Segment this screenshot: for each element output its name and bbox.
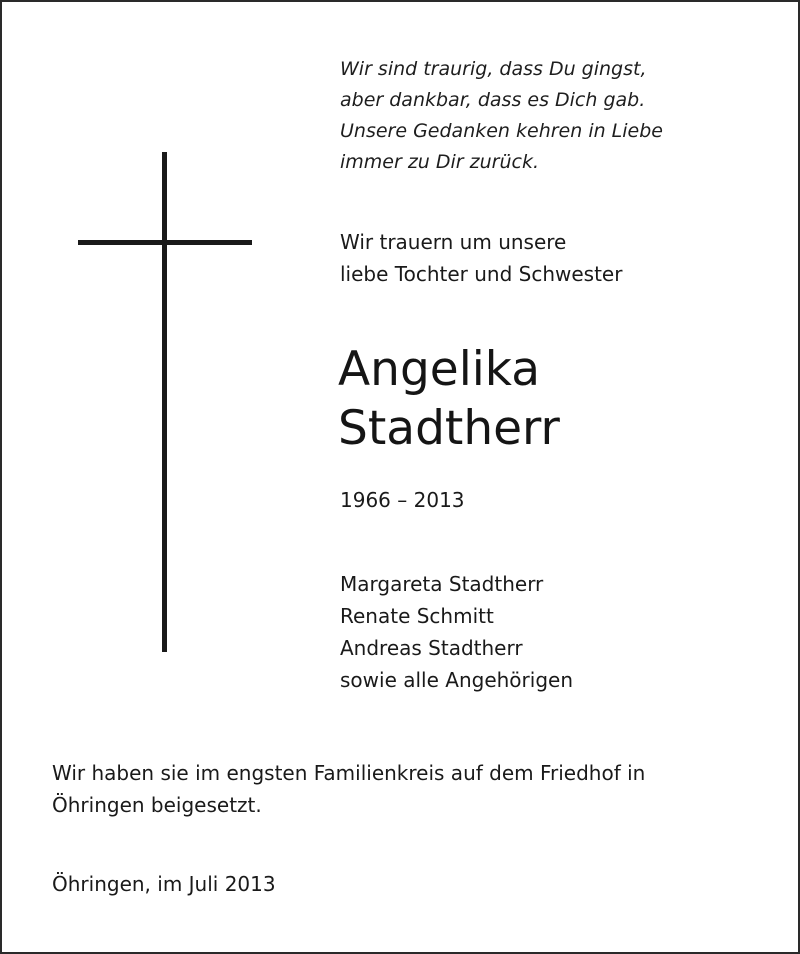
deceased-name (338, 340, 788, 458)
mourner-name: sowie alle Angehörigen (340, 668, 573, 692)
mourners-list (340, 568, 780, 696)
intro-line: liebe Tochter und Schwester (340, 262, 623, 286)
verse-line: Wir sind traurig, dass Du gingst, (340, 58, 647, 80)
mourner-name: Andreas Stadtherr (340, 636, 523, 660)
life-dates: 1966 – 2013 (340, 488, 465, 512)
deceased-last-name: Stadtherr (338, 401, 560, 456)
mourner-name: Margareta Stadtherr (340, 572, 544, 596)
burial-line: Öhringen beigesetzt. (52, 793, 262, 817)
deceased-first-name: Angelika (338, 342, 540, 397)
place-and-date: Öhringen, im Juli 2013 (52, 872, 276, 896)
mourner-name: Renate Schmitt (340, 604, 494, 628)
verse-line: aber dankbar, dass es Dich gab. (340, 89, 646, 111)
verse-line: immer zu Dir zurück. (340, 151, 540, 173)
mourning-intro (340, 226, 780, 290)
cross-icon-crossbar (78, 240, 252, 245)
burial-notice (52, 757, 782, 821)
verse-line: Unsere Gedanken kehren in Liebe (340, 120, 663, 142)
intro-line: Wir trauern um unsere (340, 230, 567, 254)
cross-icon (162, 152, 167, 652)
burial-line: Wir haben sie im engsten Familienkreis auf dem Friedhof in (52, 761, 646, 785)
memorial-verse (340, 54, 780, 178)
